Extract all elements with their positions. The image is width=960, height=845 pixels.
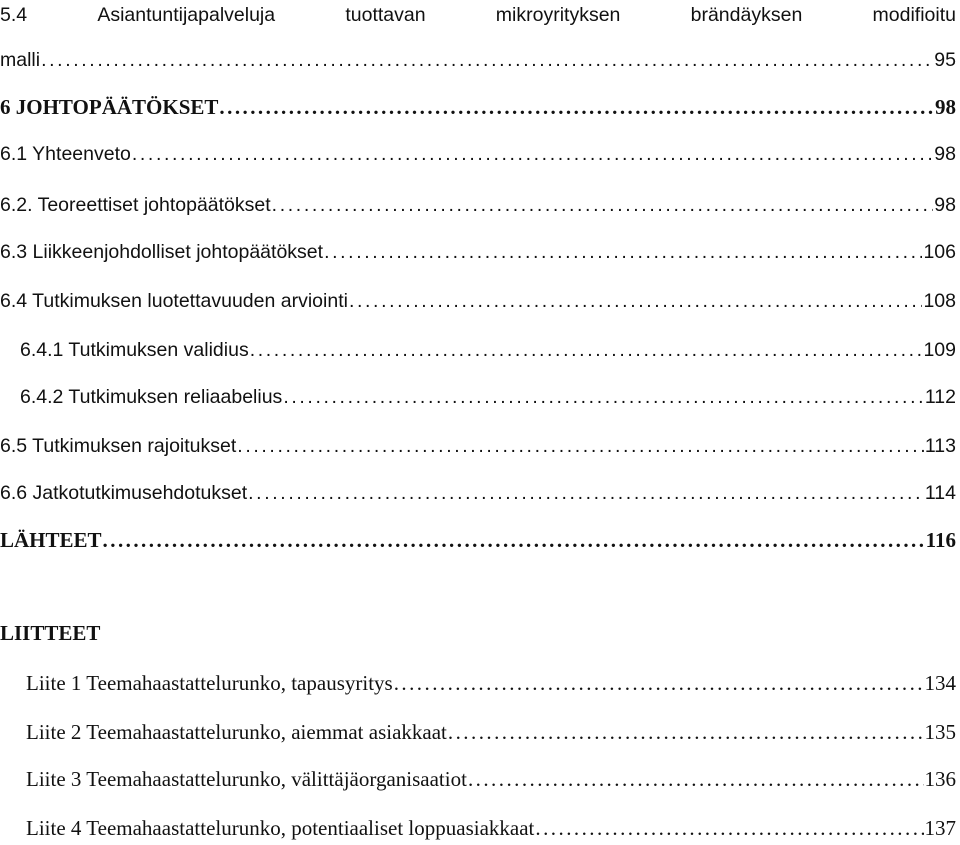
toc-entry-title: Liite 1 Teemahaastattelurunko, tapausyritys	[26, 671, 393, 695]
toc-entry-page: 106	[923, 241, 956, 263]
toc-entry-liite-4	[26, 811, 956, 845]
dot-leader	[535, 811, 923, 845]
toc-entry-6-6	[0, 476, 956, 510]
toc-word: 5.4	[0, 4, 28, 26]
toc-entry-liite-3	[26, 762, 956, 796]
dot-leader	[103, 523, 925, 557]
dot-leader	[272, 188, 934, 222]
toc-word: brändäyksen	[690, 4, 803, 26]
toc-entry-6-3	[0, 235, 956, 269]
toc-entry-page: 137	[924, 816, 956, 840]
toc-entry-title: 6.4.2 Tutkimuksen reliaabelius	[20, 386, 283, 408]
toc-word: tuottavan	[345, 4, 426, 26]
toc-word: Asiantuntijapalveluja	[97, 4, 276, 26]
dot-leader	[248, 476, 924, 510]
toc-entry-title: Liite 4 Teemahaastattelurunko, potentiaaliset loppuasiakkaat	[26, 816, 535, 840]
toc-entry-title: 6.4.1 Tutkimuksen validius	[20, 339, 249, 361]
toc-entry-title: 6.3 Liikkeenjohdolliset johtopäätökset	[0, 241, 324, 263]
toc-entry-title: malli	[0, 49, 41, 71]
toc-word: mikroyrityksen	[495, 4, 621, 26]
toc-entry-page: 114	[924, 482, 956, 504]
toc-entry-page: 136	[924, 767, 956, 791]
toc-entry-page: 113	[924, 435, 956, 457]
toc-entry-title: 6.1 Yhteenveto	[0, 143, 131, 165]
toc-entry-6-2	[0, 188, 956, 222]
toc-entry-lahteet	[0, 523, 956, 557]
toc-entry-6-4-2	[20, 380, 956, 414]
toc-entry-6-5	[0, 429, 956, 463]
dot-leader	[324, 235, 922, 269]
dot-leader	[349, 284, 923, 318]
toc-entry-6-4-1	[20, 333, 956, 367]
toc-entry-page: 98	[934, 143, 956, 165]
toc-entry-liite-2	[26, 715, 956, 749]
liitteet-heading: LIITTEET	[0, 621, 101, 645]
toc-word: modifioitu	[872, 4, 956, 26]
dot-leader	[132, 137, 933, 171]
toc-entry-title: Liite 2 Teemahaastattelurunko, aiemmat asiakkaat	[26, 720, 447, 744]
toc-entry-title: 6 JOHTOPÄÄTÖKSET	[0, 95, 219, 119]
dot-leader	[237, 429, 924, 463]
toc-entry-title: LÄHTEET	[0, 528, 102, 552]
toc-entry-6-1	[0, 137, 956, 171]
dot-leader	[448, 715, 924, 749]
toc-entry-title: Liite 3 Teemahaastattelurunko, välittäjäorganisaatiot	[26, 767, 467, 791]
toc-entry-liite-1	[26, 666, 956, 700]
toc-entry-page: 112	[924, 386, 956, 408]
dot-leader	[41, 43, 933, 77]
toc-entry-page: 95	[934, 49, 956, 71]
toc-entry-page: 98	[934, 194, 956, 216]
toc-entry-page: 135	[924, 720, 956, 744]
dot-leader	[283, 380, 924, 414]
toc-entry-title: 6.6 Jatkotutkimusehdotukset	[0, 482, 248, 504]
toc-entry-page: 134	[924, 671, 956, 695]
toc-entry-6-4	[0, 284, 956, 318]
dot-leader	[468, 762, 924, 796]
dot-leader	[250, 333, 923, 367]
toc-entry-page: 98	[935, 95, 956, 119]
toc-entry-chapter-6	[0, 90, 956, 124]
toc-entry-page: 109	[923, 339, 956, 361]
toc-entry-title: 6.2. Teoreettiset johtopäätökset	[0, 194, 271, 216]
dot-leader	[219, 90, 934, 124]
toc-entry-page: 108	[923, 290, 956, 312]
toc-entry-title: 6.5 Tutkimuksen rajoitukset	[0, 435, 237, 457]
toc-entry-5-4-line-2	[0, 43, 956, 77]
dot-leader	[394, 666, 924, 700]
toc-entry-title: 6.4 Tutkimuksen luotettavuuden arviointi	[0, 290, 348, 312]
toc-entry-page: 116	[925, 528, 956, 552]
toc-entry-5-4-line-1	[0, 0, 956, 32]
